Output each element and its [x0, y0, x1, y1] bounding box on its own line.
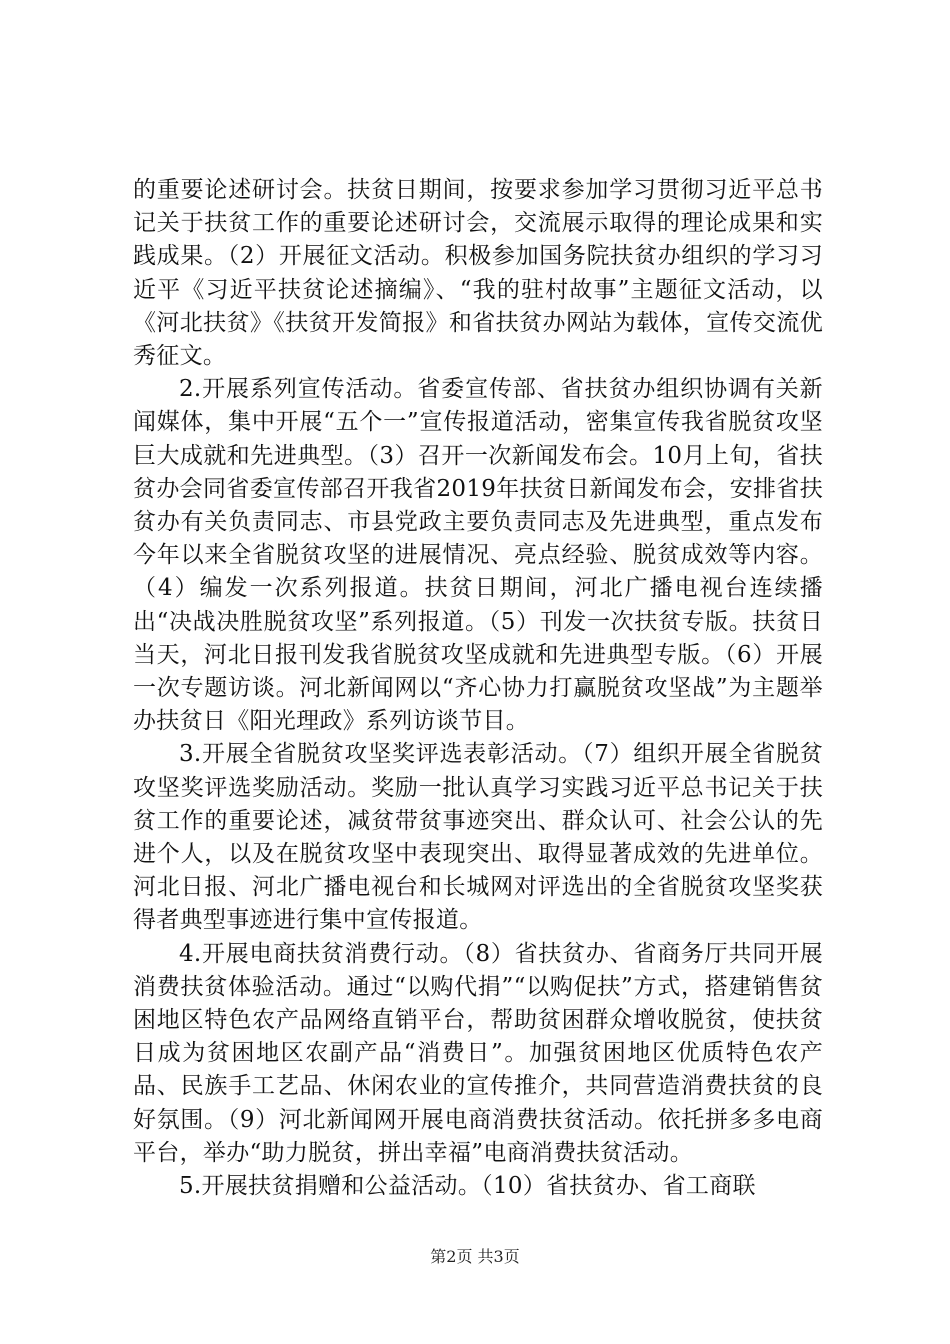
document-body: [133, 174, 823, 1203]
paragraph-item-4: 4.开展电商扶贫消费行动。（8）省扶贫办、省商务厅共同开展消费扶贫体验活动。通过“以购代捐”“以购促扶”方式，搭建销售贫困地区特色农产品网络直销平台，帮助贫困群众增收脱贫，使扶贫日成为贫困地区农副产品“消费日”。加强贫困地区优质特色农产品、民族手工艺品、休闲农业的宣传推介，共同营造消费扶贫的良好氛围。（9）河北新闻网开展电商消费扶贫活动。依托拼多多电商平台，举办“助力脱贫，拼出幸福”电商消费扶贫活动。: [133, 940, 823, 1166]
paragraph-continuation: 的重要论述研讨会。扶贫日期间，按要求参加学习贯彻习近平总书记关于扶贫工作的重要论述研讨会，交流展示取得的理论成果和实践成果。（2）开展征文活动。积极参加国务院扶贫办组织的学习习近平《习近平扶贫论述摘编》、“我的驻村故事”主题征文活动，以《河北扶贫》《扶贫开发简报》和省扶贫办网站为载体，宣传交流优秀征文。: [133, 177, 823, 370]
paragraph-item-5: 5.开展扶贫捐赠和公益活动。（10）省扶贫办、省工商联: [179, 1173, 756, 1200]
page-footer: 第2页 共3页: [430, 1247, 520, 1266]
paragraph-item-3: 3.开展全省脱贫攻坚奖评选表彰活动。（7）组织开展全省脱贫攻坚奖评选奖励活动。奖励一批认真学习实践习近平总书记关于扶贫工作的重要论述，减贫带贫事迹突出、群众认可、社会公认的先进个人，以及在脱贫攻坚中表现突出、取得显著成效的先进单位。河北日报、河北广播电视台和长城网对评选出的全省脱贫攻坚奖获得者典型事迹进行集中宣传报道。: [133, 741, 823, 934]
paragraph-item-2: 2.开展系列宣传活动。省委宣传部、省扶贫办组织协调有关新闻媒体，集中开展“五个一”宣传报道活动，密集宣传我省脱贫攻坚巨大成就和先进典型。（3）召开一次新闻发布会。10月上旬，省扶贫办会同省委宣传部召开我省2019年扶贫日新闻发布会，安排省扶贫办有关负责同志、市县党政主要负责同志及先进典型，重点发布今年以来全省脱贫攻坚的进展情况、亮点经验、脱贫成效等内容。（4）编发一次系列报道。扶贫日期间，河北广播电视台连续播出“决战决胜脱贫攻坚”系列报道。（5）刊发一次扶贫专版。扶贫日当天，河北日报刊发我省脱贫攻坚成就和先进典型专版。（6）开展一次专题访谈。河北新闻网以“齐心协力打赢脱贫攻坚战”为主题举办扶贫日《阳光理政》系列访谈节目。: [133, 376, 823, 735]
